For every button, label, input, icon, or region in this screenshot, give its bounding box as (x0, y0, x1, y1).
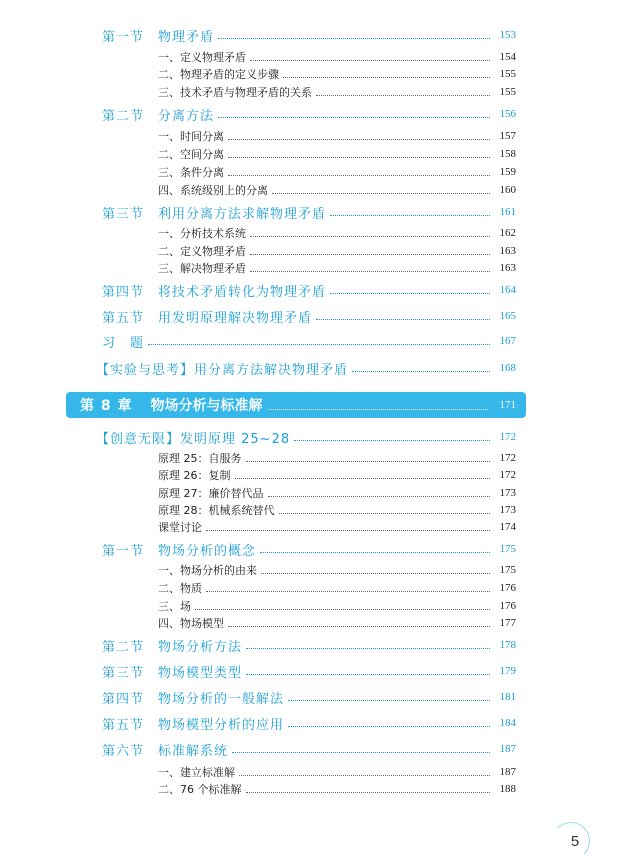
page-ref: 188 (499, 783, 516, 795)
toc-section-entry[interactable] (96, 359, 516, 377)
leader-dots (206, 530, 490, 531)
leader-dots (316, 95, 490, 96)
subsection-title: 二、76 个标准解 (158, 783, 242, 796)
leader-dots (246, 461, 491, 462)
subsection-title: 一、建立标准解 (158, 766, 235, 779)
page-ref: 174 (499, 521, 516, 533)
section-label: 【实验与思考】用分离方法解决物理矛盾 (96, 362, 349, 378)
section-title: 物场分析方法 (158, 639, 243, 655)
page-ref: 172 (499, 469, 516, 481)
section-label: 第四节 (102, 284, 145, 300)
toc-subsection-entry[interactable] (158, 561, 516, 579)
chapter-number: 第 8 章 (80, 398, 133, 414)
subsection-title: 一、时间分离 (158, 130, 224, 143)
page-ref: 164 (499, 284, 516, 296)
page-ref: 165 (499, 310, 516, 322)
page-ref: 153 (499, 29, 516, 41)
leader-dots (261, 573, 490, 574)
leader-dots (268, 496, 491, 497)
toc-section-entry[interactable] (96, 428, 516, 446)
section-title: 物场分析的一般解法 (158, 691, 285, 707)
toc-subsection-entry[interactable] (158, 614, 516, 632)
subsection-title: 二、物质 (158, 582, 202, 595)
toc-subsection-entry[interactable] (158, 449, 516, 467)
subsection-title: 原理 27：廉价替代品 (158, 487, 264, 500)
leader-dots (330, 293, 490, 294)
page-ref: 178 (499, 639, 516, 651)
toc-subsection-entry[interactable] (158, 780, 516, 798)
leader-dots (250, 254, 490, 255)
leader-dots (239, 775, 490, 776)
toc-section-entry[interactable] (102, 281, 516, 299)
section-label: 第一节 (102, 29, 145, 45)
leader-dots (316, 319, 490, 320)
toc-subsection-entry[interactable] (158, 65, 516, 83)
leader-dots (279, 513, 491, 514)
toc-subsection-entry[interactable] (158, 127, 516, 145)
leader-dots (330, 215, 490, 216)
leader-dots (269, 409, 489, 410)
toc-subsection-entry[interactable] (158, 466, 516, 484)
toc-subsection-entry[interactable] (158, 163, 516, 181)
leader-dots (272, 193, 490, 194)
page-ref: 172 (499, 431, 516, 443)
section-label: 第三节 (102, 665, 145, 681)
page-ref: 167 (499, 335, 516, 347)
leader-dots (352, 371, 490, 372)
section-title: 标准解系统 (158, 743, 229, 759)
subsection-title: 二、空间分离 (158, 148, 224, 161)
section-title: 将技术矛盾转化为物理矛盾 (158, 284, 327, 300)
page-ref: 168 (499, 362, 516, 374)
page-number: 5 (570, 832, 580, 850)
leader-dots (228, 175, 490, 176)
toc-subsection-entry[interactable] (158, 763, 516, 781)
section-label: 第二节 (102, 639, 145, 655)
section-label: 第六节 (102, 743, 145, 759)
page-ref: 160 (499, 184, 516, 196)
page-ref: 156 (499, 108, 516, 120)
chapter-title: 物场分析与标准解 (150, 398, 263, 414)
subsection-title: 三、场 (158, 600, 191, 613)
section-title: 物理矛盾 (158, 29, 215, 45)
toc-subsection-entry[interactable] (158, 224, 516, 242)
leader-dots (250, 60, 490, 61)
toc-section-entry[interactable] (102, 662, 516, 680)
section-title: 物场模型分析的应用 (158, 717, 285, 733)
subsection-title: 三、技术矛盾与物理矛盾的关系 (158, 86, 312, 99)
leader-dots (228, 157, 490, 158)
page-ref: 179 (499, 665, 516, 677)
page-ref: 177 (499, 617, 516, 629)
toc-section-entry[interactable] (102, 688, 516, 706)
toc-subsection-entry[interactable] (158, 181, 516, 199)
toc-section-entry[interactable] (102, 540, 516, 558)
toc-subsection-entry[interactable] (158, 83, 516, 101)
leader-dots (246, 792, 491, 793)
subsection-title: 课堂讨论 (158, 521, 202, 534)
toc-subsection-entry[interactable] (158, 501, 516, 519)
section-title: 利用分离方法求解物理矛盾 (158, 206, 327, 222)
toc-subsection-entry[interactable] (158, 48, 516, 66)
section-label: 第一节 (102, 543, 145, 559)
page-ref: 154 (499, 51, 516, 63)
page-ref: 162 (499, 227, 516, 239)
page-ref: 157 (499, 130, 516, 142)
leader-dots (294, 440, 490, 441)
toc-subsection-entry[interactable] (158, 484, 516, 502)
page-ref: 173 (499, 504, 516, 516)
leader-dots (206, 591, 490, 592)
toc-section-entry[interactable] (102, 740, 516, 758)
subsection-title: 三、解决物理矛盾 (158, 262, 246, 275)
leader-dots (250, 236, 490, 237)
toc-section-entry[interactable] (102, 26, 516, 44)
subsection-title: 一、物场分析的由来 (158, 564, 257, 577)
subsection-title: 原理 26：复制 (158, 469, 231, 482)
subsection-title: 一、定义物理矛盾 (158, 51, 246, 64)
chapter-heading[interactable] (66, 392, 526, 418)
leader-dots (232, 752, 490, 753)
page-ref: 175 (499, 543, 516, 555)
page-ref: 173 (499, 487, 516, 499)
toc-section-entry[interactable] (102, 307, 516, 325)
chapter-page: 171 (499, 399, 516, 411)
page-ref: 155 (499, 86, 516, 98)
leader-dots (148, 344, 490, 345)
subsection-title: 原理 28：机械系统替代 (158, 504, 275, 517)
section-label: 【创意无限】发明原理 25~28 (96, 431, 291, 447)
toc-subsection-entry[interactable] (158, 242, 516, 260)
leader-dots (235, 478, 491, 479)
leader-dots (288, 700, 490, 701)
page-ref: 176 (499, 600, 516, 612)
section-label: 第五节 (102, 310, 145, 326)
page-ref: 184 (499, 717, 516, 729)
toc-section-entry[interactable] (102, 332, 516, 350)
section-label: 第五节 (102, 717, 145, 733)
toc-subsection-entry[interactable] (158, 259, 516, 277)
page-ref: 175 (499, 564, 516, 576)
page-ref: 172 (499, 452, 516, 464)
section-label: 第四节 (102, 691, 145, 707)
toc-subsection-entry[interactable] (158, 579, 516, 597)
page-ref: 176 (499, 582, 516, 594)
subsection-title: 四、物场模型 (158, 617, 224, 630)
leader-dots (288, 726, 490, 727)
subsection-title: 二、物理矛盾的定义步骤 (158, 68, 279, 81)
section-title: 物场分析的概念 (158, 543, 257, 559)
page-ref: 181 (499, 691, 516, 703)
subsection-title: 原理 25：自服务 (158, 452, 242, 465)
toc-section-entry[interactable] (102, 714, 516, 732)
leader-dots (228, 139, 490, 140)
section-label: 习 题 (102, 335, 145, 351)
section-label: 第三节 (102, 206, 145, 222)
toc-subsection-entry[interactable] (158, 597, 516, 615)
leader-dots (195, 609, 490, 610)
toc-section-entry[interactable] (102, 105, 516, 123)
page-ref: 163 (499, 245, 516, 257)
leader-dots (228, 626, 490, 627)
page-ref: 155 (499, 68, 516, 80)
leader-dots (218, 38, 490, 39)
subsection-title: 二、定义物理矛盾 (158, 245, 246, 258)
leader-dots (218, 117, 490, 118)
toc-subsection-entry[interactable] (158, 518, 516, 536)
section-label: 第二节 (102, 108, 145, 124)
page-ref: 161 (499, 206, 516, 218)
page-ref: 187 (499, 766, 516, 778)
toc-subsection-entry[interactable] (158, 145, 516, 163)
leader-dots (260, 552, 490, 553)
subsection-title: 四、系统级别上的分离 (158, 184, 268, 197)
leader-dots (283, 77, 490, 78)
page-ref: 163 (499, 262, 516, 274)
section-title: 用发明原理解决物理矛盾 (158, 310, 313, 326)
subsection-title: 三、条件分离 (158, 166, 224, 179)
leader-dots (246, 648, 490, 649)
toc-section-entry[interactable] (102, 203, 516, 221)
section-title: 分离方法 (158, 108, 215, 124)
section-title: 物场模型类型 (158, 665, 243, 681)
page-ref: 158 (499, 148, 516, 160)
page-ref: 159 (499, 166, 516, 178)
subsection-title: 一、分析技术系统 (158, 227, 246, 240)
leader-dots (250, 271, 490, 272)
page-ref: 187 (499, 743, 516, 755)
toc-section-entry[interactable] (102, 636, 516, 654)
leader-dots (246, 674, 490, 675)
